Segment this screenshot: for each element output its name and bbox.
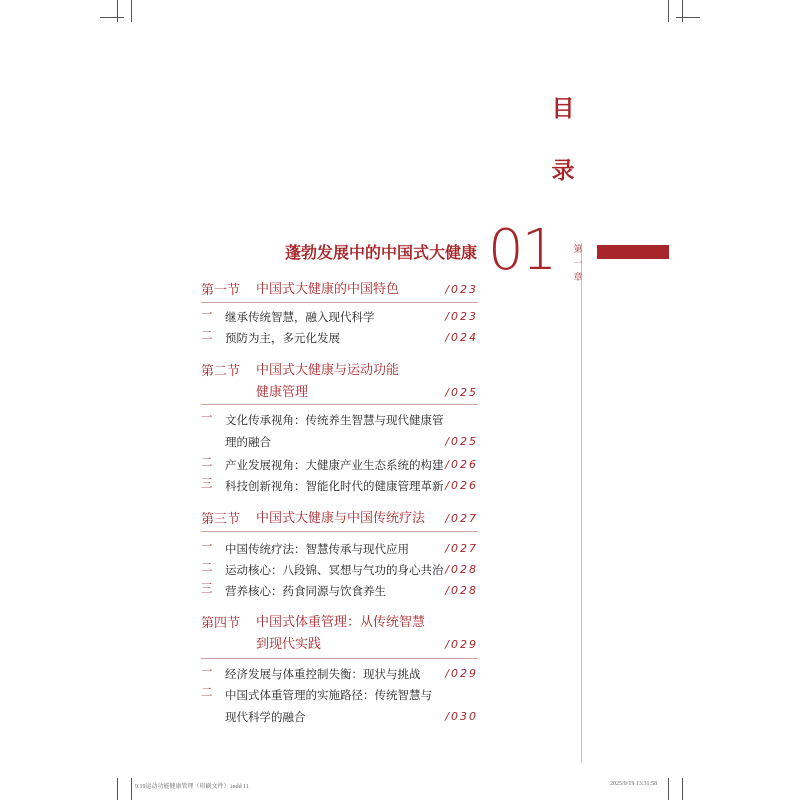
section-number: 第四节 (201, 616, 241, 631)
item-text: 文化传承视角：传统养生智慧与现代健康管理的融合 (225, 413, 444, 449)
section-page: /029 (445, 638, 478, 651)
item-page: /028 (445, 584, 478, 597)
item-page: /030 (445, 710, 478, 723)
item-text: 运动核心：八段锦、冥想与气功的身心共治 (225, 563, 444, 577)
chapter-color-bar (597, 245, 669, 259)
item-text: 营养核心：药食同源与饮食养生 (225, 584, 386, 598)
section-rule (201, 531, 478, 532)
section-page: /023 (445, 283, 478, 296)
chapter-title: 蓬勃发展中的中国式大健康 (284, 243, 477, 262)
crop-mark (668, 0, 669, 22)
item-text: 科技创新视角：智能化时代的健康管理革新 (225, 479, 444, 493)
section-title: 中国式体重管理：从传统智慧到现代实践 (256, 615, 426, 652)
section-page: /027 (445, 512, 478, 525)
section-number: 第三节 (201, 512, 241, 527)
item-page: /026 (445, 458, 478, 471)
page-title-char: 录 (551, 157, 575, 184)
item-page: /028 (445, 563, 478, 576)
item-page: /027 (445, 542, 478, 555)
item-text: 经济发展与体重控制失衡：现状与挑战 (225, 667, 421, 681)
section-rule (201, 302, 478, 303)
item-text: 中国式体重管理的实施路径：传统智慧与现代科学的融合 (225, 688, 432, 724)
crop-mark (117, 778, 118, 800)
crop-mark (676, 17, 700, 18)
item-number: 一 (201, 307, 213, 321)
crop-mark (131, 0, 132, 22)
item-number: 三 (201, 581, 213, 595)
item-text: 继承传统智慧，融入现代科学 (225, 310, 375, 324)
crop-mark (668, 778, 669, 800)
item-page: /026 (445, 479, 478, 492)
item-number: 一 (201, 410, 213, 424)
crop-mark (117, 0, 118, 22)
page-title-char: 目 (551, 95, 575, 122)
item-page: /025 (445, 435, 478, 448)
crop-mark (682, 778, 683, 800)
item-number: 二 (201, 328, 213, 342)
section-title: 中国式大健康与运动功能健康管理 (256, 363, 400, 400)
item-text: 产业发展视角：大健康产业生态系统的构建 (225, 458, 444, 472)
item-number: 二 (201, 560, 213, 574)
item-text: 预防为主，多元化发展 (225, 331, 340, 345)
item-page: /029 (445, 667, 478, 680)
section-title: 中国式大健康与中国传统疗法 (256, 511, 426, 526)
item-page: /024 (445, 331, 478, 344)
item-number: 二 (201, 685, 213, 699)
crop-mark (131, 778, 132, 800)
item-number: 一 (201, 539, 213, 553)
section-number: 第二节 (201, 364, 241, 379)
section-number: 第一节 (201, 283, 241, 298)
footer-file-name: 9.19运动功能健康管理（印刷文件）.indd 11 (135, 784, 249, 790)
crop-mark (682, 0, 683, 22)
section-rule (201, 404, 478, 405)
crop-mark (100, 17, 124, 18)
chapter-label: 第一章 (573, 245, 583, 283)
item-number: 一 (201, 664, 213, 678)
section-rule (201, 658, 478, 659)
section-title: 中国式大健康的中国特色 (256, 282, 400, 297)
chapter-number: 01 (488, 218, 556, 283)
item-text: 中国传统疗法：智慧传承与现代应用 (225, 542, 409, 556)
vertical-divider (581, 243, 582, 763)
item-number: 二 (201, 455, 213, 469)
footer-timestamp: 2025/9/19 13:31:58 (610, 781, 658, 787)
item-page: /023 (445, 310, 478, 323)
item-number: 三 (201, 476, 213, 490)
section-page: /025 (445, 386, 478, 399)
